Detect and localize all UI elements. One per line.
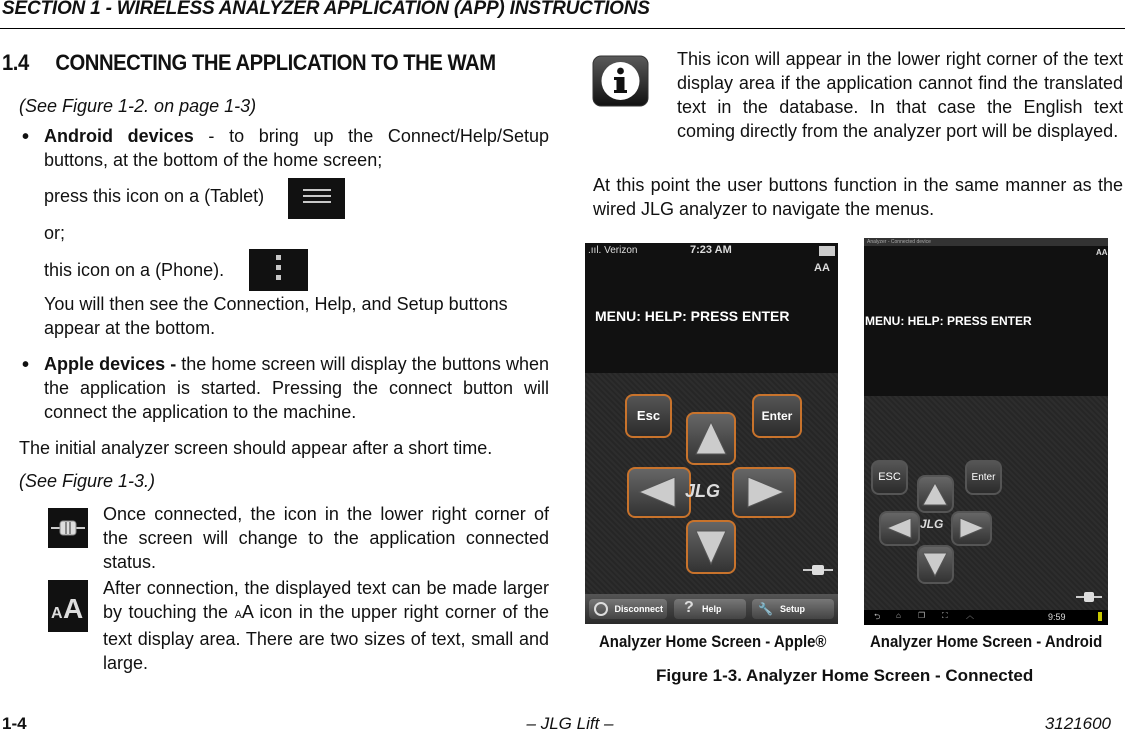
text-size-paragraph xyxy=(103,576,549,675)
chevron-up-icon[interactable]: ︿ xyxy=(966,611,974,620)
see-figure-2-ref: (See Figure 1-2. on page 1-3) xyxy=(19,96,257,116)
android-jlg-logo: JLG xyxy=(920,517,944,531)
android-clock: 9:59 xyxy=(1048,612,1066,622)
section-number: 1.4 xyxy=(2,50,29,75)
apple-paragraph xyxy=(44,352,549,424)
apple-connected-icon xyxy=(803,563,833,577)
android-esc-button[interactable]: ESC xyxy=(871,460,908,495)
android-menu-text: MENU: HELP: PRESS ENTER xyxy=(865,314,1032,328)
down-arrow-icon xyxy=(696,531,726,564)
wrench-icon: 🔧 xyxy=(758,602,773,616)
android-connected-icon xyxy=(1076,590,1102,602)
buttons-appear-text: You will then see the Connection, Help, and Setup buttons appear at the bottom. xyxy=(44,294,508,338)
apple-menu-text: MENU: HELP: PRESS ENTER xyxy=(595,308,790,324)
screenshot-icon[interactable]: ⛶ xyxy=(942,611,948,620)
home-icon[interactable]: ⌂ xyxy=(896,611,901,620)
apple-text-display xyxy=(585,259,838,373)
phone-instruction: this icon on a (Phone). xyxy=(44,260,225,280)
android-text: - to bring up the Connect/Help/Setup buttons, at the bottom of the home screen; xyxy=(44,126,549,170)
tablet-instruction: press this icon on a (Tablet) xyxy=(44,186,265,206)
apple-jlg-logo: JLG xyxy=(685,481,721,501)
disconnect-label: Disconnect xyxy=(614,604,663,614)
kebab-menu-icon xyxy=(249,249,308,291)
or-text: or; xyxy=(44,223,66,243)
android-up-button[interactable] xyxy=(917,475,954,513)
android-enter-button[interactable]: Enter xyxy=(965,460,1002,495)
down-arrow-icon xyxy=(923,553,947,576)
android-title-bar: Analyzer - Connected device xyxy=(864,238,1108,246)
apple-font-toggle[interactable]: AA xyxy=(814,262,830,274)
see-figure-3-ref: (See Figure 1-3.) xyxy=(19,471,156,491)
android-caption: Analyzer Home Screen - Android xyxy=(870,632,1103,651)
page-number: 1-4 xyxy=(2,714,27,733)
android-text-display xyxy=(864,246,1108,396)
bullet-android: • xyxy=(22,126,30,148)
apple-status-bar xyxy=(585,243,838,259)
help-label: Help xyxy=(702,604,722,614)
footer-brand: – JLG Lift – xyxy=(526,714,614,733)
android-paragraph xyxy=(44,124,549,172)
android-down-button[interactable] xyxy=(917,545,954,584)
connected-paragraph: Once connected, the icon in the lower right corner of the screen will change to the application connected status. xyxy=(103,504,549,572)
right-arrow-icon xyxy=(748,477,784,507)
help-button[interactable] xyxy=(674,599,746,619)
apple-carrier: .ııl. Verizon xyxy=(588,245,638,256)
apple-time: 7:23 AM xyxy=(690,244,732,256)
apple-keypad xyxy=(585,373,838,594)
menu-icon xyxy=(288,178,345,219)
setup-button[interactable] xyxy=(752,599,834,619)
apple-toolbar xyxy=(585,594,838,624)
left-arrow-icon xyxy=(639,477,675,507)
up-arrow-icon xyxy=(923,483,947,505)
navigation-paragraph: At this point the user buttons function in the same manner as the wired JLG analyzer to navigate the menus. xyxy=(593,175,1123,219)
apple-label: Apple devices - xyxy=(44,354,182,374)
battery-icon xyxy=(819,246,835,256)
text-size-icon xyxy=(48,580,88,632)
apple-down-button[interactable] xyxy=(686,520,736,574)
initial-screen-text: The initial analyzer screen should appear after a short time. xyxy=(19,438,493,458)
inline-big-a: A xyxy=(241,602,253,622)
section-header: SECTION 1 - WIRELESS ANALYZER APPLICATION (APP) INSTRUCTIONS xyxy=(2,0,650,19)
svg-text:A: A xyxy=(51,605,63,622)
android-screenshot xyxy=(864,238,1108,625)
section-title: CONNECTING THE APPLICATION TO THE WAM xyxy=(55,50,496,75)
header-rule xyxy=(0,28,1125,29)
inline-small-a: A xyxy=(234,609,242,621)
text-size-text-1: After connection, the displayed text can be made larger by touching the xyxy=(103,578,549,622)
document-number: 3121600 xyxy=(1044,714,1111,733)
apple-text: the home screen will display the buttons when the application is started. Pressing the connect button will connect the application to the machine. xyxy=(44,354,549,422)
svg-text:A: A xyxy=(63,593,84,624)
android-nav-bar xyxy=(864,610,1108,625)
bullet-apple: • xyxy=(22,354,30,376)
right-arrow-icon xyxy=(960,518,984,538)
recent-apps-icon[interactable]: ❐ xyxy=(918,611,926,620)
info-paragraph: This icon will appear in the lower right corner of the text display area if the application cannot find the translated text in the database. In that case the English text coming directly from the analyzer port will be displayed. xyxy=(677,49,1123,141)
connected-status-icon xyxy=(48,508,88,548)
android-left-button[interactable] xyxy=(879,511,920,546)
text-size-text-2: icon in the upper right corner of the text display area. There are two sizes of text, small and large. xyxy=(103,602,549,673)
android-font-toggle[interactable]: AA xyxy=(1096,248,1108,257)
back-icon[interactable]: ⮌ xyxy=(874,612,881,621)
disconnect-button[interactable] xyxy=(589,599,667,619)
apple-enter-button[interactable]: Enter xyxy=(752,394,802,438)
apple-up-button[interactable] xyxy=(686,412,736,465)
search-icon xyxy=(594,602,608,616)
apple-esc-button[interactable]: Esc xyxy=(625,394,672,438)
figure-caption: Figure 1-3. Analyzer Home Screen - Connected xyxy=(656,666,1034,685)
section-heading xyxy=(2,50,496,76)
left-arrow-icon xyxy=(887,518,911,538)
info-icon xyxy=(592,55,649,107)
battery-icon xyxy=(1098,612,1102,621)
apple-left-button[interactable] xyxy=(627,467,691,518)
setup-label: Setup xyxy=(780,604,806,614)
apple-right-button[interactable] xyxy=(732,467,796,518)
android-right-button[interactable] xyxy=(951,511,992,546)
android-label: Android devices xyxy=(44,126,194,146)
up-arrow-icon xyxy=(696,422,726,454)
help-icon: ? xyxy=(684,599,694,616)
apple-caption: Analyzer Home Screen - Apple® xyxy=(599,632,827,651)
apple-screenshot xyxy=(585,243,838,624)
android-keypad xyxy=(864,396,1108,610)
